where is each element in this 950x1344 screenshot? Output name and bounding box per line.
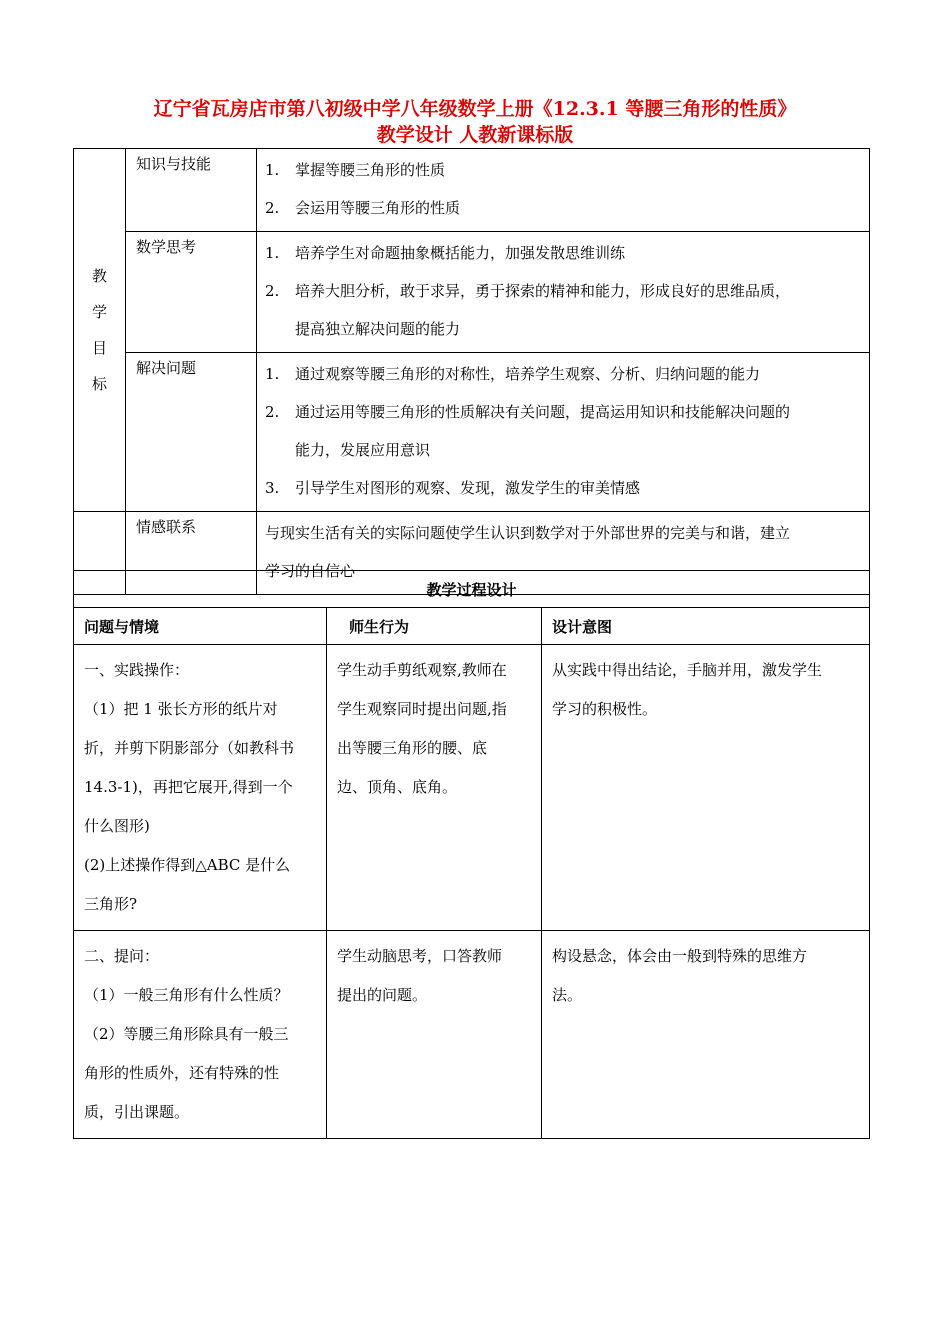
objective-items-emotion: 与现实生活有关的实际问题使学生认识到数学对于外部世界的完美与和谐，建立 学习的自信心 — [257, 512, 870, 595]
cell-line: 二、提问： — [84, 947, 160, 965]
table-row-intent — [542, 645, 870, 931]
cell-line: (2)上述操作得到△ABC 是什么 — [84, 856, 291, 874]
cell-line: 什么图形) — [84, 817, 150, 835]
table-row-situation — [74, 931, 327, 1139]
objective-label-knowledge: 知识与技能 — [126, 149, 257, 232]
cell-line: 学生观察同时提出问题,指 — [337, 700, 507, 718]
objective-items-knowledge: 1. 掌握等腰三角形的性质 2. 会运用等腰三角形的性质 — [257, 149, 870, 232]
cell-line: 一、实践操作： — [84, 661, 190, 679]
cell-line: 提出的问题。 — [337, 986, 428, 1004]
cell-line: 三角形? — [84, 895, 138, 913]
objectives-table — [73, 148, 870, 595]
objective-label-thinking: 数学思考 — [126, 232, 257, 353]
column-header-situation: 问题与情境 — [74, 608, 327, 645]
cell-line: 出等腰三角形的腰、底 — [337, 739, 488, 757]
cell-line: 从实践中得出结论，手脑并用，激发学生 — [552, 661, 823, 679]
table-row-action — [327, 931, 542, 1139]
title-line-2: 教学设计 人教新课标版 — [376, 124, 574, 146]
objective-items-thinking: 1. 培养学生对命题抽象概括能力，加强发散思维训练 2. 培养大胆分析，敢于求异，勇于探索的精神和能力，形成良好的思维品质， 提高独立解决问题的能力 — [257, 232, 870, 353]
cell-line: 质，引出课题。 — [84, 1103, 190, 1121]
cell-line: 14.3-1)，再把它展开,得到一个 — [84, 778, 293, 796]
column-header-action: 师生行为 — [327, 608, 542, 645]
cell-line: （1）一般三角形有什么性质？ — [84, 986, 289, 1004]
cell-line: 边、顶角、底角。 — [337, 778, 458, 796]
cell-line: 角形的性质外，还有特殊的性 — [84, 1064, 280, 1082]
process-heading: 教学过程设计 — [74, 571, 870, 608]
cell-line: 折，并剪下阴影部分（如教科书 — [84, 739, 295, 757]
cell-line: 学生动脑思考，口答教师 — [337, 947, 503, 965]
document-title — [40, 96, 910, 148]
cell-line: （2）等腰三角形除具有一般三 — [84, 1025, 289, 1043]
table-row-situation — [74, 645, 327, 931]
table-row-intent — [542, 931, 870, 1139]
process-table — [73, 570, 870, 1139]
cell-line: 法。 — [552, 986, 583, 1004]
column-header-intent: 设计意图 — [542, 608, 870, 645]
cell-line: 构设悬念，体会由一般到特殊的思维方 — [552, 947, 808, 965]
title-line-1: 辽宁省瓦房店市第八初级中学八年级数学上册《12.3.1 等腰三角形的性质》 — [153, 98, 797, 120]
cell-line: 学习的积极性。 — [552, 700, 658, 718]
objective-label-problem-solving: 解决问题 — [126, 353, 257, 512]
cell-line: （1）把 1 张长方形的纸片对 — [84, 700, 278, 718]
objective-label-emotion: 情感联系 — [126, 512, 257, 595]
table-row-action — [327, 645, 542, 931]
objectives-vertical-label: 教 学 目 标 — [74, 149, 126, 512]
objective-items-problem-solving: 1. 通过观察等腰三角形的对称性，培养学生观察、分析、归纳问题的能力 2. 通过运用等腰三角形的性质解决有关问题，提高运用知识和技能解决问题的 能力，发展应用意识 3. 引导学生对图形的观察、发现，激发学生的审美情感 — [257, 353, 870, 512]
cell-line: 学生动手剪纸观察,教师在 — [337, 661, 507, 679]
